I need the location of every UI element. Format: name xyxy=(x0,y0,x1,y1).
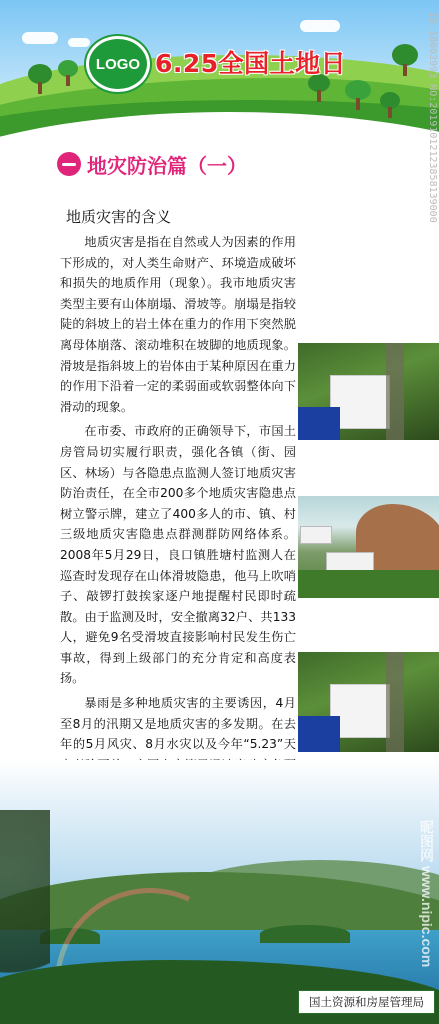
section-title: 地灾防治篇（一） xyxy=(87,154,247,178)
watermark: 昵图网 www.nipic.com xyxy=(419,820,435,968)
warning-sign-photo xyxy=(298,652,439,752)
subheading: 地质灾害的含义 xyxy=(66,208,172,226)
section-bullet-icon xyxy=(57,152,81,176)
image-id-strip: ID:18003993 NO:20191012123858139000 xyxy=(427,12,438,223)
page-title: 6.25全国土地日 xyxy=(155,49,347,78)
paragraph: 地质灾害是指在自然或人为因素的作用下形成的，对人类生命财产、环境造成破坏和损失的地质作用（现象）。我市地质灾害类型主要有山体崩塌、滑坡等。崩塌是指较陡的斜坡上的岩土体在重力的作用下突然脱离母体崩落、滚动堆积在坡脚的地质现象。滑坡是指斜坡上的岩体由于某种原因在重力的作用下沿着一定的柔弱面或软弱整体向下滑动的现象。 xyxy=(60,235,296,414)
cloud xyxy=(300,20,340,32)
organization-label: 国土资源和房屋管理局 xyxy=(298,990,435,1014)
tree-icon xyxy=(380,92,400,118)
tree-icon xyxy=(28,64,52,94)
cloud xyxy=(68,38,90,47)
lake-landscape xyxy=(0,760,439,1024)
tree-icon xyxy=(392,44,418,76)
tree-icon xyxy=(58,60,78,86)
paragraph: 在市委、市政府的正确领导下，市国土房管局切实履行职责，强化各镇（街、园区、林场）与各隐患点监测人签订地质灾害防治责任，在全市200多个地质灾害隐患点树立警示牌，建立了400多人的市、镇、村三级地质灾害隐患点群测群防网络体系。2008年5月29日，良口镇胜塘村监测人在巡查时发现存在山体滑坡隐患，他马上吹哨子、敲锣打鼓挨家逐户地提醒村民即时疏散。由于监测及时，安全撤离32户、共133人，避免9名受滑坡直接影响村民发生伤亡事故，得到上级部门的充分肯定和高度表扬。 xyxy=(60,424,296,686)
logo-badge: LOGO xyxy=(86,36,150,92)
tree-icon xyxy=(345,80,371,110)
cloud xyxy=(22,32,58,44)
header-banner xyxy=(0,0,439,170)
hillside-photo xyxy=(298,496,439,598)
paragraph: 暴雨是多种地质灾害的主要诱因，4月至8月的汛期又是地质灾害的多发期。在去年的5月风灾、8月水灾以及今年“5.23”天 xyxy=(60,696,296,752)
warning-sign-photo xyxy=(298,343,439,440)
